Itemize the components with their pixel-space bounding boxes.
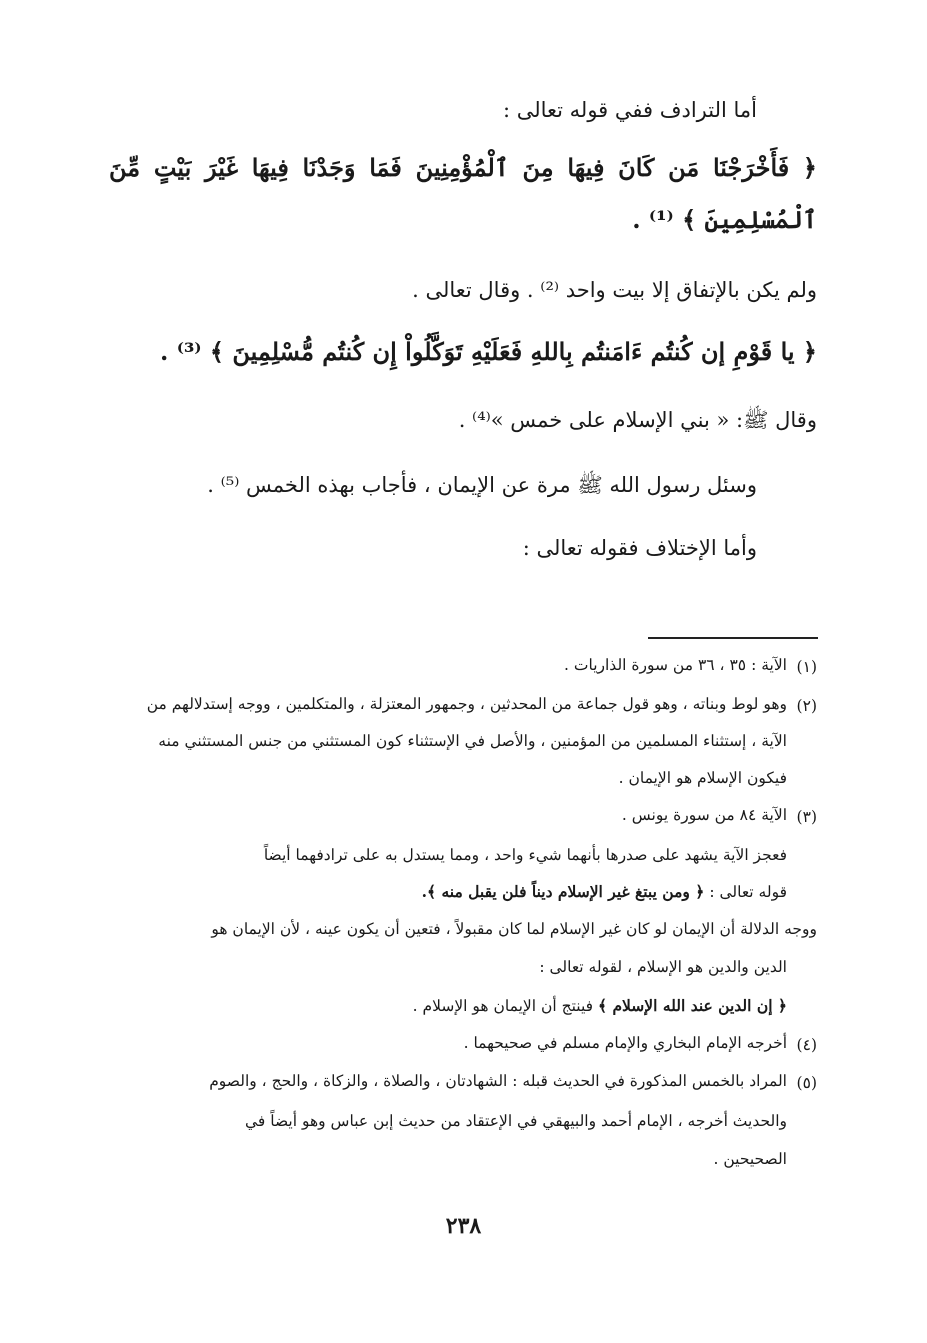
footnote-3-line-4: ووجه الدلالة أن الإيمان لو كان غير الإسلام لما كان مقبولاً ، فتعين أن يكون عينه ، لأن الإيمان هو — [211, 920, 817, 938]
footnote-3-line-3-lead: قوله تعالى : — [709, 883, 787, 901]
footnote-3-line-3 — [422, 884, 787, 901]
footnote-5-line-1: المراد بالخمس المذكورة في الحديث قبله : الشهادتان ، والصلاة ، والزكاة ، والحج ، والصوم — [209, 1072, 787, 1090]
paragraph-hadith-five: وقال ﷺ: « بني الإسلام على خمس »⁽⁴⁾ . — [458, 408, 817, 432]
footnote-2-number: (٢) — [796, 697, 817, 715]
page-number: ٢٣٨ — [445, 1213, 482, 1239]
footnote-1-text: الآية : ٣٥ ، ٣٦ من سورة الذاريات . — [564, 656, 787, 674]
quran-verse-1-line-2: ٱلْمُسْلِمِينَ ﴾ ⁽¹⁾ . — [632, 205, 817, 234]
footnote-3-number: (٣) — [796, 808, 817, 826]
footnote-4-text: أخرجه الإمام البخاري والإمام مسلم في صحيحهما . — [463, 1034, 787, 1052]
footnote-separator — [648, 637, 818, 639]
footnote-5-line-2: والحديث أخرجه ، الإمام أحمد والبيهقي في الإعتقاد من حديث إبن عباس وهو أيضاً في — [244, 1112, 787, 1130]
paragraph-synonymy-intro: أما الترادف ففي قوله تعالى : — [502, 98, 757, 122]
footnote-2-line-2: الآية ، إستثناء المسلمين من المؤمنين ، والأصل في الإستثناء كون المستثني من جنس المستثني منه — [158, 732, 787, 750]
footnote-3-line-1: الآية ٨٤ من سورة يونس . — [621, 806, 787, 824]
paragraph-question-iman: وسئل رسول الله ﷺ مرة عن الإيمان ، فأجاب بهذه الخمس ⁽⁵⁾ . — [207, 473, 757, 497]
footnote-3-line-5: الدين والدين هو الإسلام ، لقوله تعالى : — [539, 958, 787, 976]
footnote-3-verse-2: ﴿ إن الدين عند الله الإسلام ﴾ — [597, 996, 787, 1015]
quran-verse-2: ﴿ يا قَوْمِ إن كُنتُم ءَامَنتُم بِاللهِ فَعَلَيْهِ تَوَكَّلُواْ إِن كُنتُم مُّسْلِمِينَ ﴾ ⁽³⁾ . — [160, 337, 817, 366]
footnote-2-line-1: وهو لوط وبناته ، وهو قول جماعة من المحدثين ، وجمهور المعتزلة ، والمتكلمين ، ووجه إستدلالهم من — [146, 695, 787, 713]
footnote-5-number: (٥) — [796, 1074, 817, 1092]
quran-verse-1-line-1: ﴿ فَأَخْرَجْنَا مَن كَانَ فِيهَا مِنَ ٱلْمُؤْمِنِينَ فَمَا وَجَدْنَا فِيهَا غَيْرَ بَيْتٍ مِّنَ — [109, 153, 817, 182]
footnote-3-verse-1: ﴿ ومن يبتغ غير الإسلام ديناً فلن يقبل منه ﴾. — [421, 882, 705, 901]
footnote-5-line-3: الصحيحين . — [713, 1150, 787, 1168]
paragraph-one-house: ولم يكن بالإتفاق إلا بيت واحد ⁽²⁾ . وقال تعالى . — [412, 278, 817, 302]
footnote-3-line-6-tail: فينتج أن الإيمان هو الإسلام . — [412, 997, 594, 1015]
footnote-2-line-3: فيكون الإسلام هو الإيمان . — [618, 769, 787, 787]
footnote-4-number: (٤) — [796, 1036, 817, 1054]
footnote-3-line-2: فعجز الآية يشهد على صدرها بأنهما شيء واحد ، ومما يستدل به على ترادفهما أيضاً — [263, 846, 787, 864]
paragraph-difference-intro: وأما الإختلاف فقوله تعالى : — [522, 536, 757, 560]
footnote-1-number: (١) — [796, 658, 817, 676]
footnote-3-line-6 — [413, 998, 787, 1015]
